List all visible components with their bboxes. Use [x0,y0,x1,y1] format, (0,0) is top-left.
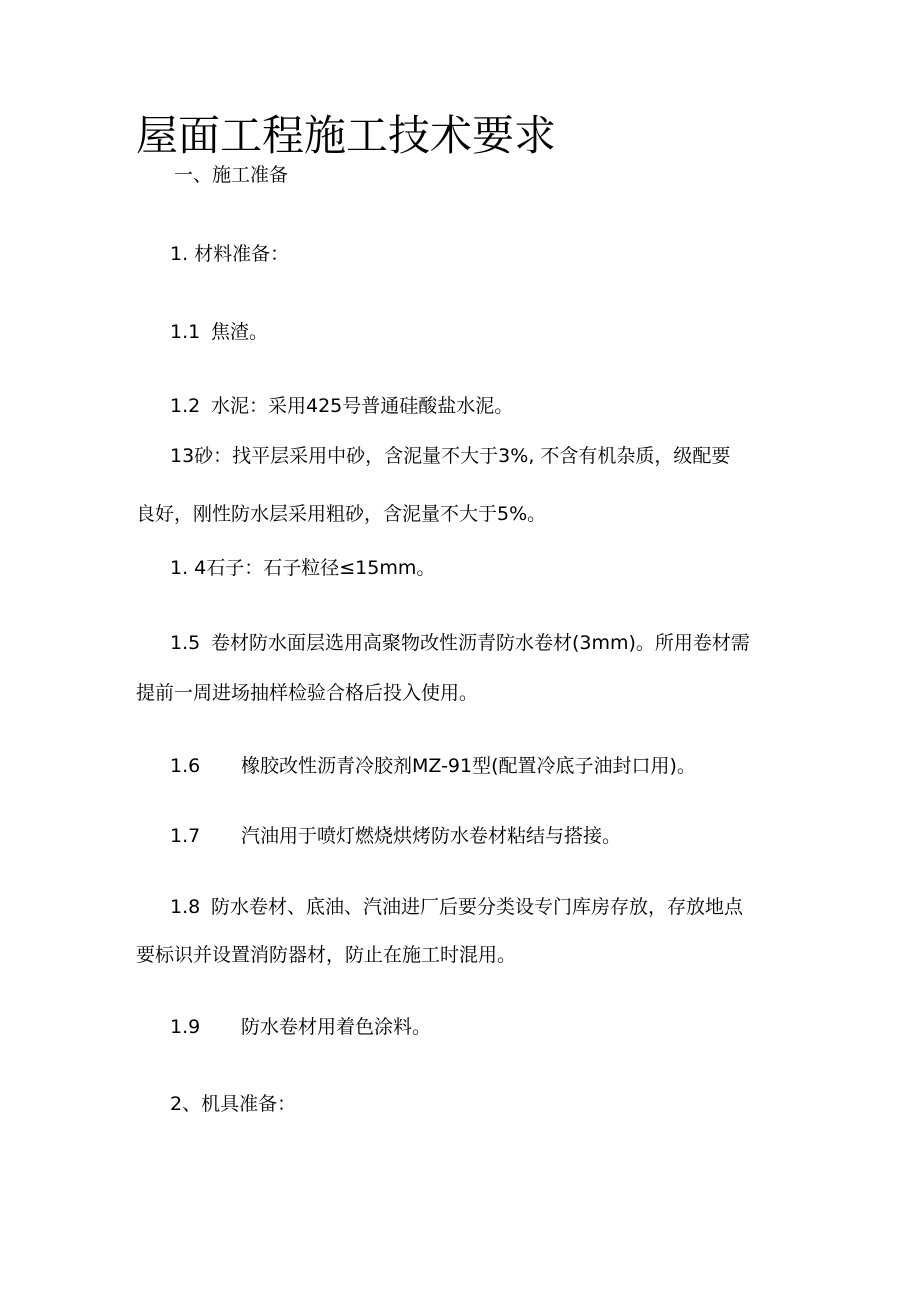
item-text: 卷材防水面层选用高聚物改性沥青防水卷材(3mm)。所用卷材需 [211,632,750,654]
item-1-8-line-1 [170,894,743,920]
item-1-7 [170,823,621,849]
item-1-5-line-1 [170,630,750,656]
item-number: 1.9 [170,1016,201,1038]
item-1-1 [170,319,268,345]
item-1-9 [170,1014,431,1040]
item-text: 防水卷材、底油、汽油进厂后要分类设专门库房存放，存放地点 [211,896,744,918]
item-1-3-line-1: 13砂：找平层采用中砂，含泥量不大于3%, 不含有机杂质，级配要 [170,445,731,467]
item-text: 防水卷材用着色涂料。 [241,1016,432,1038]
item-text: 水泥：采用425号普通硅酸盐水泥。 [211,395,514,417]
item-1-8-line-2: 要标识并设置消防器材，防止在施工时混用。 [136,944,517,966]
item-1-5-line-2: 提前一周进场抽样检验合格后投入使用。 [136,682,479,704]
section-heading-preparation: 一、施工准备 [174,164,289,186]
item-number: 1.1 [170,321,201,343]
item-number: 1.8 [170,896,201,918]
item-number: 1.6 [170,755,201,777]
item-1-4: 1. 4石子：石子粒径≤15mm。 [170,557,436,579]
item-number: 1.2 [170,395,201,417]
item-number: 1.7 [170,825,201,847]
item-1-2 [170,393,513,419]
tools-heading: 2、机具准备： [170,1093,297,1115]
item-text: 焦渣。 [211,321,269,343]
document-title: 屋面工程施工技术要求 [136,111,557,160]
materials-heading: 1. 材料准备： [170,243,290,265]
item-1-6 [170,753,696,779]
item-1-3-line-2: 良好，刚性防水层采用粗砂，含泥量不大于5%。 [136,503,547,525]
item-text: 汽油用于喷灯燃烧烘烤防水卷材粘结与搭接。 [241,825,622,847]
item-number: 1.5 [170,632,201,654]
item-text: 橡胶改性沥青冷胶剂MZ-91型(配置冷底子油封口用)。 [241,755,696,777]
